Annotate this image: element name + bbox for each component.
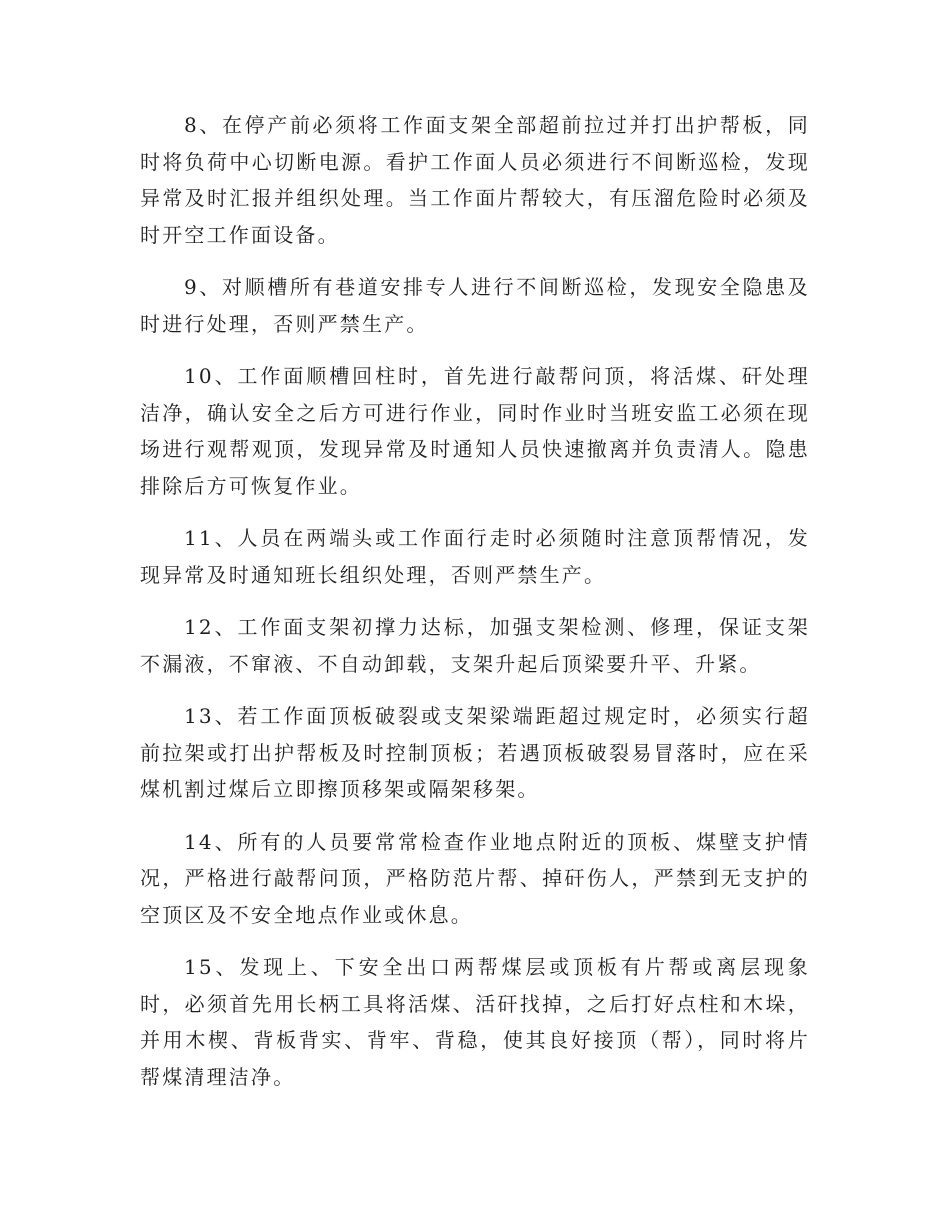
paragraph-item-11: 11、人员在两端头或工作面行走时必须随时注意顶帮情况，发现异常及时通知班长组织处理，否则严禁生产。 (140, 526, 810, 587)
paragraph-item-14: 14、所有的人员要常常检查作业地点附近的顶板、煤壁支护情况，严格进行敲帮问顶，严格防范片帮、掉矸伤人，严禁到无支护的空顶区及不安全地点作业或休息。 (140, 829, 810, 927)
paragraph-item-12: 12、工作面支架初撑力达标，加强支架检测、修理，保证支架不漏液，不窜液、不自动卸载，支架升起后顶梁要升平、升紧。 (140, 615, 810, 676)
paragraph-item-13: 13、若工作面顶板破裂或支架梁端距超过规定时，必须实行超前拉架或打出护帮板及时控制顶板；若遇顶板破裂易冒落时，应在采煤机割过煤后立即擦顶移架或隔架移架。 (140, 704, 810, 801)
document-body (140, 107, 810, 1111)
paragraph-item-8: 8、在停产前必须将工作面支架全部超前拉过并打出护帮板，同时将负荷中心切断电源。看护工作面人员必须进行不间断巡检，发现异常及时汇报并组织处理。当工作面片帮较大，有压溜危险时必须及时开空工作面设备。 (140, 113, 810, 247)
paragraph-item-9: 9、对顺槽所有巷道安排专人进行不间断巡检，发现安全隐患及时进行处理，否则严禁生产。 (140, 275, 810, 336)
paragraph-item-10: 10、工作面顺槽回柱时，首先进行敲帮问顶，将活煤、矸处理洁净，确认安全之后方可进行作业，同时作业时当班安监工必须在现场进行观帮观顶，发现异常及时通知人员快速撤离并负责清人。隐患排除后方可恢复作业。 (140, 364, 810, 498)
paragraph-item-15: 15、发现上、下安全出口两帮煤层或顶板有片帮或离层现象时，必须首先用长柄工具将活煤、活矸找掉，之后打好点柱和木垛，并用木楔、背板背实、背牢、背稳，使其良好接顶（帮），同时将片帮煤清理洁净。 (140, 955, 810, 1089)
